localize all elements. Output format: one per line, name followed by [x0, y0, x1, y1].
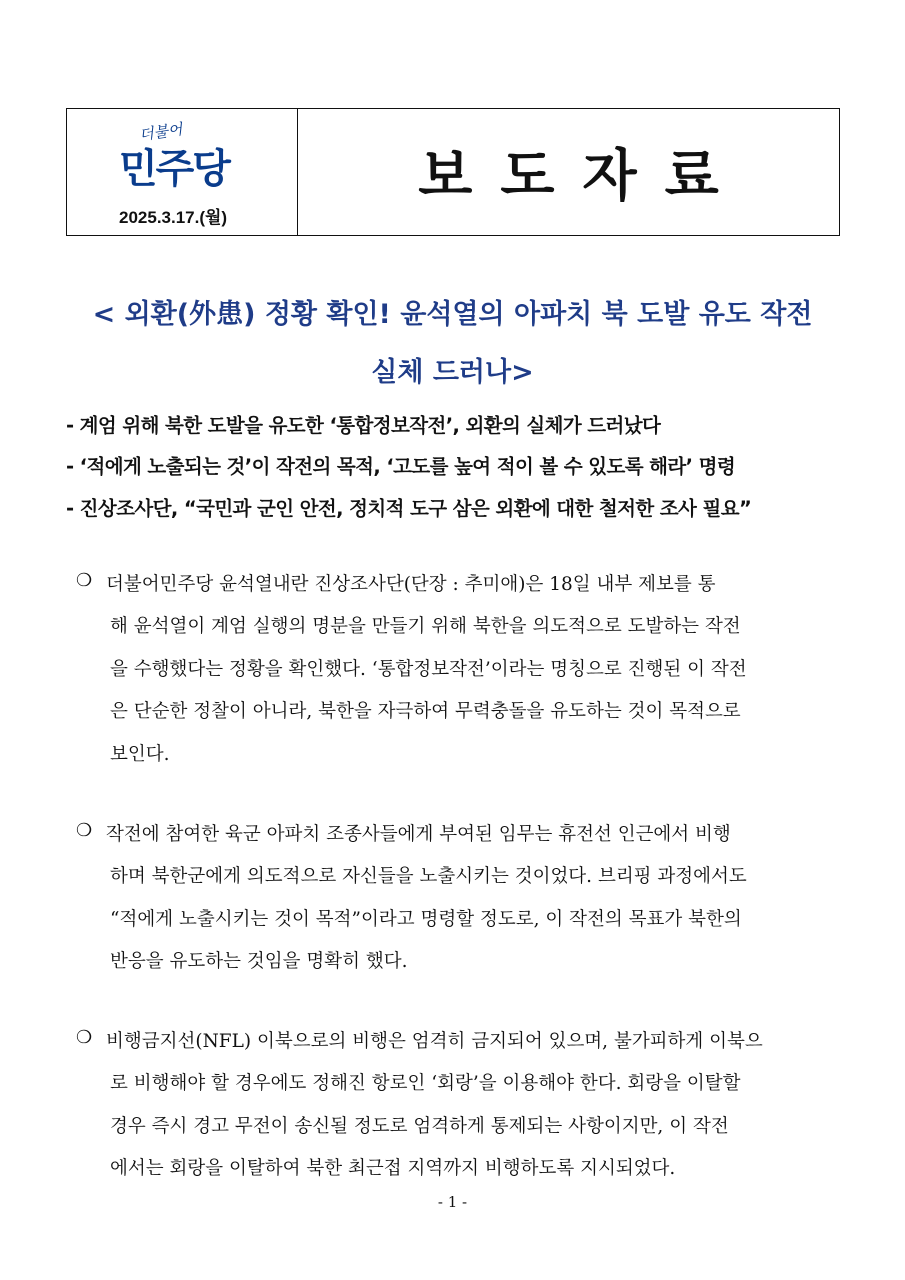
subhead-2: - ‘적에게 노출되는 것’이 작전의 목적, ‘고도를 높여 적이 볼 수 있도록 해라’ 명령: [66, 455, 736, 478]
release-date: 2025.3.17.(월): [119, 208, 228, 227]
paragraph-2: [76, 820, 840, 970]
page-number: - 1 -: [437, 1193, 468, 1211]
party-logo-cell: [67, 109, 298, 235]
paragraph-line: 반응을 유도하는 것임을 명확히 했다.: [110, 951, 408, 972]
paragraph-3: [76, 1027, 840, 1177]
paragraph-line: 하며 북한군에게 의도적으로 자신들을 노출시키는 것이었다. 브리핑 과정에서도: [110, 866, 747, 887]
press-release-header: [66, 108, 840, 236]
paragraph-line: “적에게 노출시키는 것이 목적”이라고 명령할 정도로, 이 작전의 목표가 북한의: [110, 909, 742, 930]
subhead-1: - 계엄 위해 북한 도발을 유도한 ‘통합정보작전’, 외환의 실체가 드러났다: [66, 414, 661, 437]
paragraph-line: 더불어민주당 윤석열내란 진상조사단(단장 : 추미애)은 18일 내부 제보를 통: [106, 574, 716, 595]
headline-line-2: 실체 드러나>: [371, 357, 534, 388]
document-title: 보도자료: [418, 144, 747, 209]
paragraph-line: 은 단순한 정찰이 아니라, 북한을 자극하여 무력충돌을 유도하는 것이 목적으로: [110, 701, 741, 722]
circle-bullet-icon: ❍: [76, 820, 93, 841]
paragraph-line: 경우 즉시 경고 무전이 송신될 정도로 엄격하게 통제되는 사항이지만, 이 작전: [110, 1116, 729, 1137]
title-cell: [298, 109, 839, 235]
circle-bullet-icon: ❍: [76, 570, 93, 591]
paragraph-line: 작전에 참여한 육군 아파치 조종사들에게 부여된 임무는 휴전선 인근에서 비행: [106, 824, 731, 845]
headline-line-1: < 외환(外患) 정황 확인! 윤석열의 아파치 북 도발 유도 작전: [92, 299, 813, 330]
circle-bullet-icon: ❍: [76, 1027, 93, 1048]
subhead-3: - 진상조사단, “국민과 군인 안전, 정치적 도구 삼은 외환에 대한 철저한 조사 필요”: [66, 497, 752, 520]
paragraph-line: 해 윤석열이 계엄 실행의 명분을 만들기 위해 북한을 의도적으로 도발하는 작전: [110, 616, 741, 637]
logo-small-text: 더불어: [138, 120, 184, 144]
paragraph-1: [76, 570, 840, 765]
paragraph-line: 로 비행해야 할 경우에도 정해진 항로인 ‘회랑’을 이용해야 한다. 회랑을 이탈할: [110, 1073, 741, 1094]
party-logo: 민주당: [119, 146, 229, 192]
paragraph-line: 에서는 회랑을 이탈하여 북한 최근접 지역까지 비행하도록 지시되었다.: [110, 1158, 676, 1179]
paragraph-line: 을 수행했다는 정황을 확인했다. ‘통합정보작전’이라는 명칭으로 진행된 이 작전: [110, 659, 747, 680]
paragraph-line: 보인다.: [110, 744, 170, 765]
paragraph-line: 비행금지선(NFL) 이북으로의 비행은 엄격히 금지되어 있으며, 불가피하게 이북으: [106, 1031, 763, 1052]
